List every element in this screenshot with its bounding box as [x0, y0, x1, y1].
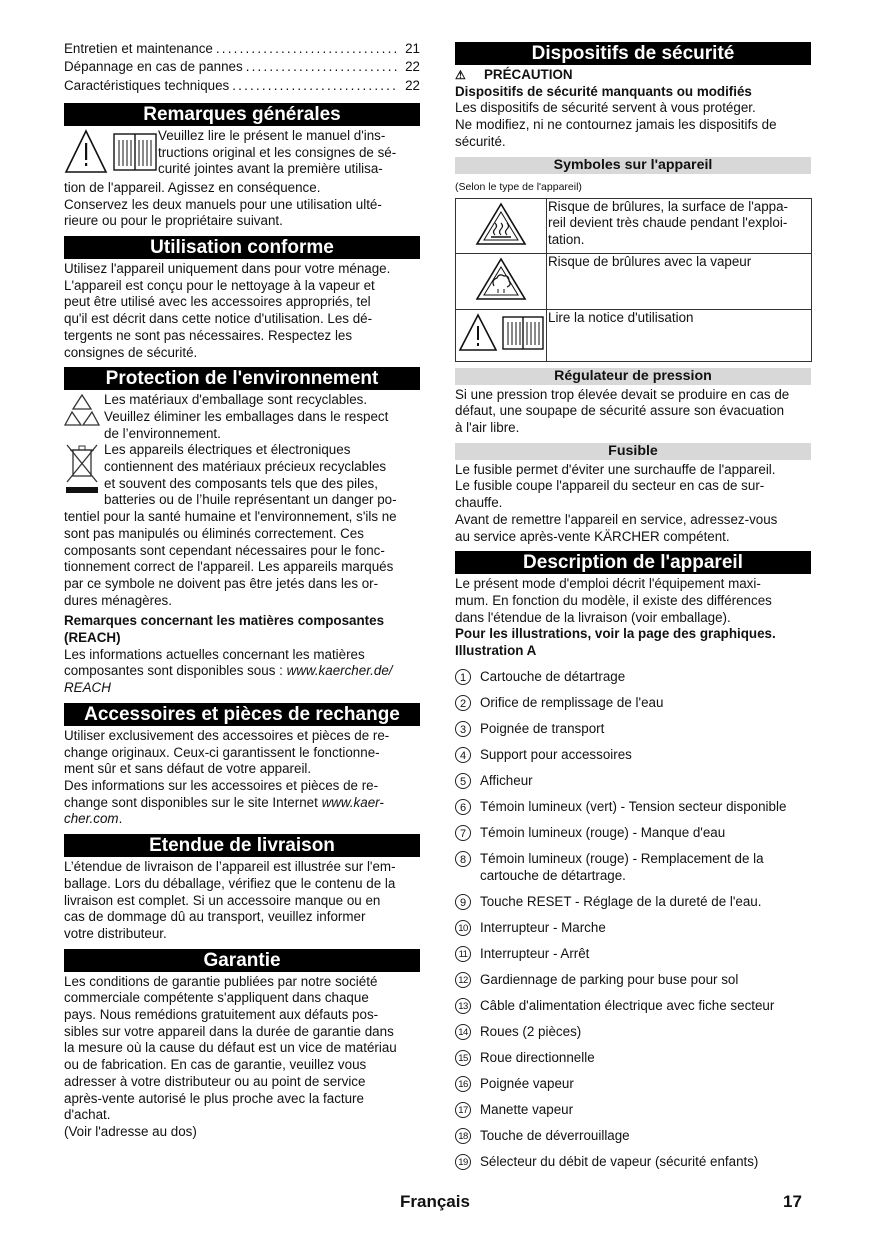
item-text	[480, 1154, 758, 1171]
table-row	[456, 198, 812, 254]
list-item	[455, 920, 811, 937]
subheading-pression: Régulateur de pression	[455, 368, 811, 385]
paragraph-line: à l'air libre.	[455, 420, 520, 436]
kaercher-link[interactable]: cher.com	[64, 811, 119, 827]
item-text	[480, 972, 738, 989]
item-text	[480, 669, 625, 686]
list-item	[455, 894, 811, 911]
paragraph-line: Utiliser exclusivement des accessoires et pièces de re-	[64, 727, 390, 743]
item-text	[480, 825, 725, 842]
section-heading-accessoires: Accessoires et pièces de rechange	[64, 703, 420, 726]
section-heading-garantie: Garantie	[64, 949, 420, 972]
paragraph-line: sont pas manipulés ou éliminés correctement. Ces	[64, 525, 364, 541]
paragraph-line: composants sont cependant nécessaires pour le fonc-	[64, 542, 385, 558]
caution-label: ⚠ PRÉCAUTION	[455, 67, 573, 82]
item-number-badge: 17	[455, 1102, 471, 1118]
item-text-line: Touche de déverrouillage	[480, 1127, 630, 1143]
paragraph-line: Conservez les deux manuels pour une utilisation ulté-	[64, 196, 382, 212]
illustration-note: Pour les illustrations, voir la page des graphiques.	[455, 626, 776, 642]
item-text-line: Câble d'alimentation électrique avec fiche secteur	[480, 997, 775, 1013]
item-text	[480, 1076, 574, 1093]
page-number: 17	[783, 1192, 802, 1211]
paragraph-line: dans l'étendue de la livraison (voir emballage).	[455, 609, 731, 625]
section-heading-securite: Dispositifs de sécurité	[455, 42, 811, 65]
item-number-badge: 3	[455, 721, 471, 737]
paragraph-line: change originaux. Ceux-ci garantissent le fonctionne-	[64, 744, 380, 760]
item-text	[480, 695, 663, 712]
crossed-bin-icon	[64, 442, 104, 509]
list-item	[455, 773, 811, 790]
paragraph-line: Si une pression trop élevée devait se produire en cas de	[455, 386, 790, 402]
list-item	[455, 1102, 811, 1119]
section-heading-remarques: Remarques générales	[64, 103, 420, 126]
item-number-badge: 12	[455, 972, 471, 988]
paragraph-line: consignes de sécurité.	[64, 344, 198, 360]
item-number-badge: 4	[455, 747, 471, 763]
paragraph-line: sécurité.	[455, 133, 506, 149]
item-number-badge: 13	[455, 998, 471, 1014]
paragraph-line: Les dispositifs de sécurité servent à vous protéger.	[455, 100, 756, 116]
paragraph-line: tergents ne sont pas nécessaires. Respectez les	[64, 327, 353, 343]
symbol-description: tation.	[548, 231, 585, 247]
item-text	[480, 1128, 630, 1145]
paragraph-line: sibles sur votre appareil dans la durée de garantie dans	[64, 1023, 394, 1039]
paragraph-line: livraison est complet. Si un accessoire manque ou en	[64, 892, 381, 908]
paragraph-line: par ce symbole ne doivent pas être jetés dans les or-	[64, 575, 379, 591]
paragraph-line: Les appareils électriques et électroniques	[104, 442, 351, 458]
caution-triangle-icon: ⚠	[455, 68, 466, 82]
hot-surface-warning-icon	[456, 198, 547, 254]
item-text	[480, 946, 589, 963]
list-item	[455, 946, 811, 963]
item-text-line: Roues (2 pièces)	[480, 1023, 582, 1039]
paragraph-line: cher.com.	[64, 811, 123, 827]
item-text-line: Témoin lumineux (rouge) - Remplacement de la	[480, 851, 764, 867]
item-text	[480, 920, 606, 937]
paragraph-line: peut être utilisé avec les accessoires appropriés, tel	[64, 294, 371, 310]
item-number-badge: 11	[455, 946, 471, 962]
list-item	[455, 695, 811, 712]
reach-title: (REACH)	[64, 630, 121, 646]
item-number-badge: 8	[455, 851, 471, 867]
footer-language: Français	[400, 1192, 470, 1211]
item-number-badge: 6	[455, 799, 471, 815]
item-text-line: Cartouche de détartrage	[480, 669, 626, 685]
paragraph-line: défaut, une soupape de sécurité assure son évacuation	[455, 403, 785, 419]
paragraph-line: Ne modifiez, ni ne contournez jamais les dispositifs de	[455, 117, 777, 133]
item-number-badge: 1	[455, 669, 471, 685]
recycle-block	[64, 392, 420, 442]
paragraph-line: composantes sont disponibles sous : www.kaercher.de/	[64, 663, 393, 679]
item-text-line: Témoin lumineux (rouge) - Manque d'eau	[480, 825, 726, 841]
subheading-fusible: Fusible	[455, 443, 811, 460]
item-text	[480, 721, 604, 738]
paragraph-line: change sont disponibles sur le site Internet www.kaer-	[64, 794, 384, 810]
paragraph-line: batteries ou de l’huile représentant un danger po-	[104, 492, 397, 508]
item-text-line: Orifice de remplissage de l'eau	[480, 695, 664, 711]
toc-row[interactable]: Dépannage en cas de pannes ..... 22	[64, 58, 420, 76]
toc-row[interactable]: Caractéristiques techniques ..... 22	[64, 77, 420, 95]
item-number-badge: 16	[455, 1076, 471, 1092]
item-number-badge: 2	[455, 695, 471, 711]
paragraph-line: Les matériaux d'emballage sont recyclables.	[104, 392, 368, 408]
item-number-badge: 5	[455, 773, 471, 789]
paragraph-line: qu'il est décrit dans cette notice d'utilisation. Les dé-	[64, 311, 373, 327]
weee-block	[64, 442, 420, 509]
paragraph-line: Utilisez l'appareil uniquement dans pour votre ménage.	[64, 261, 391, 276]
paragraph-line: ment sûr et sans défaut de votre appareil.	[64, 761, 312, 777]
steam-warning-icon	[456, 254, 547, 310]
item-text-line: Interrupteur - Marche	[480, 919, 606, 935]
list-item	[455, 851, 811, 884]
paragraph-line: après-vente autorisé le plus proche avec la facture	[64, 1090, 364, 1106]
paragraph-line: Les informations actuelles concernant les matières	[64, 646, 365, 662]
item-text	[480, 773, 533, 790]
symbol-description: Risque de brûlures, la surface de l'appa-	[548, 198, 789, 214]
paragraph-line: dures ménagères.	[64, 592, 172, 608]
item-text-line: Afficheur	[480, 773, 533, 789]
item-text-line: Témoin lumineux (vert) - Tension secteur disponible	[480, 799, 787, 815]
paragraph-line: Veuillez éliminer les emballages dans le respect	[104, 408, 389, 424]
list-item	[455, 998, 811, 1015]
paragraph-line: Le fusible permet d'éviter une surchauffe de l'appareil.	[455, 461, 776, 477]
paragraph-line: L’étendue de livraison de l’appareil est illustrée sur l'em-	[64, 859, 396, 875]
item-text-line: Interrupteur - Arrêt	[480, 945, 590, 961]
paragraph-line: chauffe.	[455, 495, 503, 511]
item-text-line: Touche RESET - Réglage de la dureté de l'eau.	[480, 893, 762, 909]
paragraph-line: (Voir l'adresse au dos)	[64, 1123, 197, 1139]
item-text	[480, 1024, 581, 1041]
paragraph-line: contiennent des matériaux précieux recyclables	[104, 459, 387, 475]
table-row	[456, 309, 812, 361]
item-text-line: Manette vapeur	[480, 1101, 574, 1117]
section-heading-livraison: Etendue de livraison	[64, 834, 420, 857]
paragraph-line: mum. En fonction du modèle, il existe des différences	[455, 592, 772, 608]
list-item	[455, 799, 811, 816]
list-item	[455, 1076, 811, 1093]
left-column	[64, 40, 420, 1141]
paragraph-line: Avant de remettre l'appareil en service, adressez-vous	[455, 511, 778, 527]
item-text-line: Gardiennage de parking pour buse pour sol	[480, 971, 739, 987]
item-text	[480, 851, 764, 884]
paragraph-line: commerciale compétente s'appliquent dans chaque	[64, 990, 369, 1006]
reach-link[interactable]: REACH	[64, 680, 111, 696]
section-heading-description: Description de l'appareil	[455, 551, 811, 574]
caution-subhead: Dispositifs de sécurité manquants ou modifiés	[455, 83, 752, 99]
paragraph-line: au service après-vente KÄRCHER compétent.	[455, 528, 730, 544]
paragraph-line: tentiel pour la santé humaine et l'environnement, s'ils ne	[64, 509, 397, 525]
paragraph-line: de l’environnement.	[104, 425, 221, 441]
reach-title: Remarques concernant les matières composantes	[64, 613, 385, 629]
paragraph-line: curité jointes avant la première utilisa-	[158, 161, 383, 177]
paragraph-line: cas de dommage dû au transport, veuillez informer	[64, 909, 366, 925]
item-text	[480, 799, 786, 816]
paragraph-line: adresser à votre distributeur ou au point de service	[64, 1073, 366, 1089]
item-number-badge: 15	[455, 1050, 471, 1066]
item-text-line: Poignée vapeur	[480, 1075, 574, 1091]
paragraph-line: Veuillez lire le présent le manuel d'ins-	[158, 127, 386, 143]
item-number-badge: 9	[455, 894, 471, 910]
paragraph-line: votre distributeur.	[64, 925, 167, 941]
paragraph-line: Les conditions de garantie publiées par notre société	[64, 973, 378, 989]
item-number-badge: 14	[455, 1024, 471, 1040]
paragraph-line: tion de l'appareil. Agissez en conséquence.	[64, 179, 321, 195]
list-item	[455, 972, 811, 989]
read-manual-icon	[456, 309, 547, 361]
subheading-symboles: Symboles sur l'appareil	[455, 157, 811, 174]
illustration-label: Illustration A	[455, 643, 537, 659]
item-text-line: cartouche de détartrage.	[480, 867, 626, 883]
list-item	[455, 1128, 811, 1145]
item-text-line: Sélecteur du débit de vapeur (sécurité enfants)	[480, 1153, 759, 1169]
list-item	[455, 669, 811, 686]
table-of-contents	[64, 40, 420, 95]
paragraph-line: tructions original et les consignes de sé-	[158, 144, 397, 160]
reach-link[interactable]: www.kaercher.de/	[286, 663, 393, 679]
paragraph-line: ou de fabrication. En cas de garantie, veuillez vous	[64, 1057, 367, 1073]
symbol-description: Risque de brûlures avec la vapeur	[548, 254, 752, 270]
item-number-badge: 19	[455, 1154, 471, 1170]
recycle-icon	[64, 392, 104, 442]
symbol-description: Lire la notice d'utilisation	[548, 309, 694, 325]
symbol-description: reil devient très chaude pendant l'exploi-	[548, 215, 788, 231]
paragraph-line: Le présent mode d'emploi décrit l'équipement maxi-	[455, 576, 761, 592]
table-row	[456, 254, 812, 310]
symbols-table	[455, 198, 812, 362]
item-text-line: Support pour accessoires	[480, 747, 632, 763]
item-text-line: Poignée de transport	[480, 721, 605, 737]
component-list	[455, 669, 811, 1170]
list-item	[455, 1024, 811, 1041]
item-number-badge: 7	[455, 825, 471, 841]
kaercher-link[interactable]: www.kaer-	[321, 794, 384, 810]
paragraph-line: la mesure où la cause du défaut est un vice de matériau	[64, 1040, 397, 1056]
list-item	[455, 825, 811, 842]
toc-row[interactable]: Entretien et maintenance ..... 21	[64, 40, 420, 58]
item-number-badge: 10	[455, 920, 471, 936]
manual-book-icon	[114, 134, 156, 170]
paragraph-line: et souvent des composants tels que des piles,	[104, 475, 378, 491]
item-text-line: Roue directionnelle	[480, 1049, 595, 1065]
item-text	[480, 747, 632, 764]
paragraph-line	[64, 680, 420, 697]
paragraph-line: pays. Nous remédions gratuitement aux défauts pos-	[64, 1007, 379, 1023]
item-text	[480, 1102, 573, 1119]
paragraph-line: d'achat.	[64, 1107, 111, 1123]
paragraph-line: ballage. Lors du déballage, vérifiez que le contenu de la	[64, 875, 396, 891]
list-item	[455, 747, 811, 764]
symbols-note: (Selon le type de l'appareil)	[455, 180, 582, 193]
item-text	[480, 1050, 595, 1067]
paragraph-line: tionnement correct de l'appareil. Les appareils marqués	[64, 559, 394, 575]
right-column	[455, 40, 811, 1170]
remarques-intro	[64, 128, 420, 180]
section-heading-environnement: Protection de l'environnement	[64, 367, 420, 390]
paragraph-line: Des informations sur les accessoires et pièces de re-	[64, 777, 379, 793]
warning-manual-icons	[64, 128, 158, 180]
paragraph-line: rieure ou pour le propriétaire suivant.	[64, 213, 283, 229]
paragraph-line: Le fusible coupe l'appareil du secteur en cas de sur-	[455, 478, 765, 494]
paragraph-line: L'appareil est conçu pour le nettoyage à la vapeur et	[64, 277, 375, 293]
list-item	[455, 1154, 811, 1171]
item-number-badge: 18	[455, 1128, 471, 1144]
list-item	[455, 721, 811, 738]
warning-triangle-icon	[64, 128, 158, 178]
list-item	[455, 1050, 811, 1067]
item-text	[480, 998, 774, 1015]
item-text	[480, 894, 761, 911]
section-heading-utilisation: Utilisation conforme	[64, 236, 420, 259]
